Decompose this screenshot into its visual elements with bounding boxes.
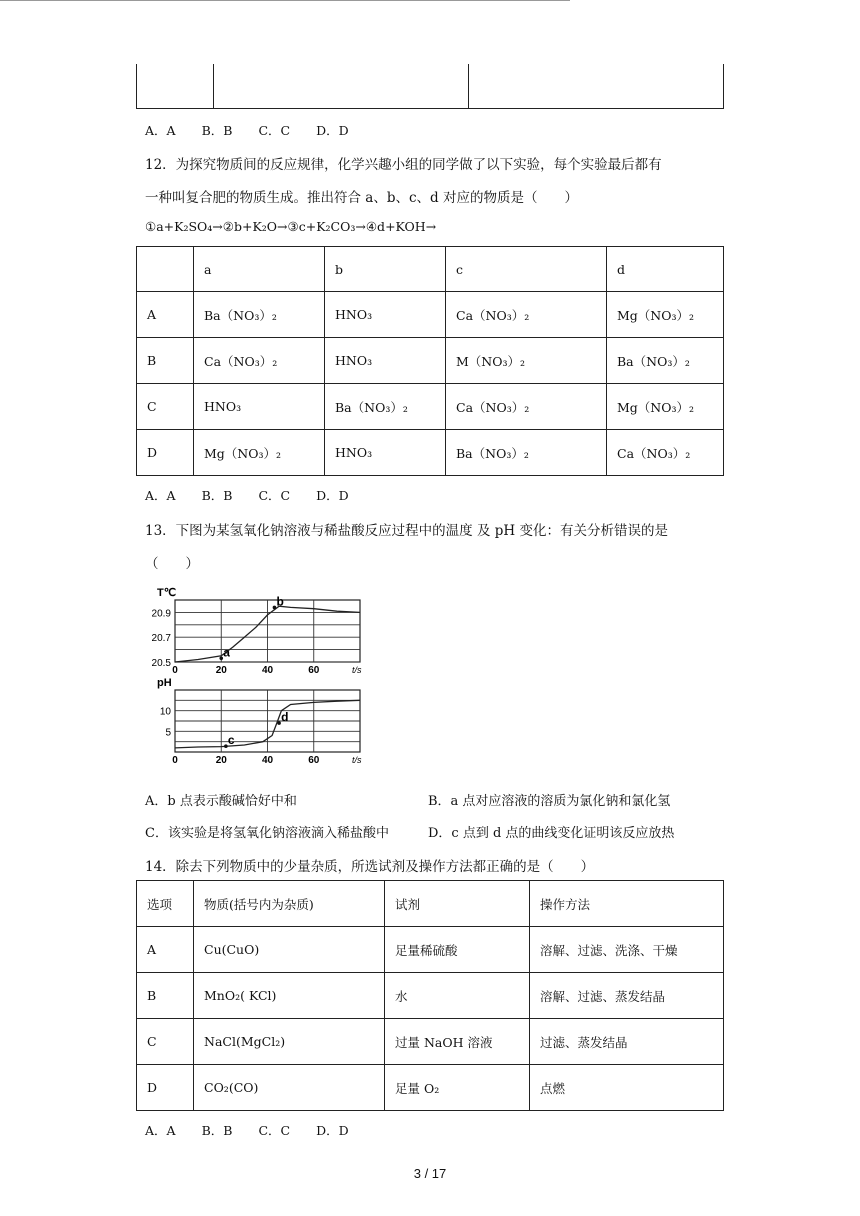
q13-stem-line1: 13．下图为某氢氧化钠溶液与稀盐酸反应过程中的温度 及 pH 变化：有关分析错误的是 [145,523,668,539]
table-cell: B [137,973,194,1019]
x-tick-label: 60 [308,755,320,766]
q14-stem: 14．除去下列物质中的少量杂质，所选试剂及操作方法都正确的是（ ） [145,859,595,875]
y-axis-label: pH [157,677,172,689]
table-cell: Ca（NO₃）₂ [446,384,607,430]
header-rule [0,0,570,1]
table-cell: d [607,247,724,292]
y-tick-label: 20.5 [151,658,171,669]
option-a: A．A [145,1123,176,1138]
table-cell: 物质(括号内为杂质) [194,881,385,927]
x-tick-label: 40 [261,755,274,766]
table-cell: NaCl(MgCl₂) [194,1019,385,1065]
table-cell: HNO₃ [325,430,446,476]
x-tick-label: 40 [261,665,274,676]
table-cell: 操作方法 [530,881,724,927]
table-row [137,338,724,384]
q13-stem-line2: （ ） [145,556,199,572]
table-cell: 点燃 [530,1065,724,1111]
table-cell: HNO₃ [325,338,446,384]
prev-options [145,121,375,139]
prev-table-tail [136,64,724,109]
table-cell: HNO₃ [194,384,325,430]
table-row [137,927,724,973]
point-label: b [276,594,284,609]
table-cell: 过量 NaOH 溶液 [385,1019,530,1065]
table-cell: A [137,292,194,338]
table-cell: 水 [385,973,530,1019]
q13-option-c: C．该实验是将氢氧化钠溶液滴入稀盐酸中 [145,826,389,841]
table-cell: Ba（NO₃）₂ [607,338,724,384]
point-label: a [223,645,230,660]
x-axis-label: t/s [352,755,362,765]
table-cell: C [137,384,194,430]
x-tick-label: 20 [215,665,227,676]
table-cell: B [137,338,194,384]
table-cell: C [137,1019,194,1065]
option-d: D．D [316,1123,349,1138]
table-cell: a [194,247,325,292]
table-cell: 溶解、过滤、蒸发结晶 [530,973,724,1019]
point-label: d [281,710,289,725]
table-cell: A [137,927,194,973]
table-cell: b [325,247,446,292]
x-tick-label: 60 [308,665,320,676]
q12-table [136,246,724,476]
option-d: D．D [316,488,349,503]
page-number: 3 / 17 [413,1166,447,1181]
y-tick-label: 20.9 [151,608,171,620]
table-cell: Ca（NO₃）₂ [446,292,607,338]
x-tick-label: 0 [172,755,178,766]
table-row [137,292,724,338]
x-tick-label: 20 [215,755,227,766]
table-cell [137,247,194,292]
table-cell: D [137,1065,194,1111]
y-axis-label: T℃ [157,587,177,599]
option-b: B．B [201,488,233,503]
table-header-row [137,247,724,292]
option-c: C．C [258,123,291,138]
x-axis-label: t/s [352,665,362,675]
x-tick-label: 0 [172,665,178,676]
table-cell: CO₂(CO) [194,1065,385,1111]
table-row [137,430,724,476]
option-d: D．D [316,123,349,138]
table-cell: Mg（NO₃）₂ [607,292,724,338]
table-cell: 试剂 [385,881,530,927]
table-cell: 选项 [137,881,194,927]
table-header-row [137,881,724,927]
table-cell: Ca（NO₃）₂ [607,430,724,476]
table-cell: Ba（NO₃）₂ [194,292,325,338]
point-label: c [227,733,235,748]
table-cell: 足量稀硫酸 [385,927,530,973]
table-cell: M（NO₃）₂ [446,338,607,384]
table-cell: 过滤、蒸发结晶 [530,1019,724,1065]
table-cell: MnO₂( KCl) [194,973,385,1019]
q13-option-a: A．b 点表示酸碱恰好中和 [145,794,297,809]
table-row [137,973,724,1019]
table-cell: Cu(CuO) [194,927,385,973]
ph-chart [157,677,362,766]
table-cell: Ca（NO₃）₂ [194,338,325,384]
table-cell: Mg（NO₃）₂ [607,384,724,430]
table-cell: c [446,247,607,292]
table-cell: HNO₃ [325,292,446,338]
option-a: A．A [145,488,176,503]
table-row [137,1065,724,1111]
option-c: C．C [258,488,291,503]
q14-table [136,880,724,1111]
q13-charts [140,578,380,774]
q12-reactions: ①a+K₂SO₄→②b+K₂O→③c+K₂CO₃→④d+KOH→ [145,219,437,234]
table-row [137,1019,724,1065]
table-cell: D [137,430,194,476]
q13-option-d: D．c 点到 d 点的曲线变化证明该反应放热 [428,826,675,841]
y-tick-label: 5 [165,727,171,739]
table-cell: 足量 O₂ [385,1065,530,1111]
q14-options [145,1121,375,1139]
option-b: B．B [201,1123,233,1138]
y-tick-label: 20.7 [151,633,171,645]
option-a: A．A [145,123,176,138]
option-b: B．B [201,123,233,138]
table-row [137,384,724,430]
q13-option-b: B．a 点对应溶液的溶质为氯化钠和氯化氢 [428,794,671,809]
q12-stem-line2: 一种叫复合肥的物质生成。推出符合 a、b、c、d 对应的物质是（ ） [145,190,578,206]
q12-stem-line1: 12．为探究物质间的反应规律，化学兴趣小组的同学做了以下实验，每个实验最后都有 [145,157,662,173]
option-c: C．C [258,1123,291,1138]
table-cell: Mg（NO₃）₂ [194,430,325,476]
y-tick-label: 10 [159,706,171,718]
table-cell: Ba（NO₃）₂ [325,384,446,430]
temperature-chart [152,587,362,676]
table-cell: Ba（NO₃）₂ [446,430,607,476]
q12-options [145,486,375,504]
table-cell: 溶解、过滤、洗涤、干燥 [530,927,724,973]
